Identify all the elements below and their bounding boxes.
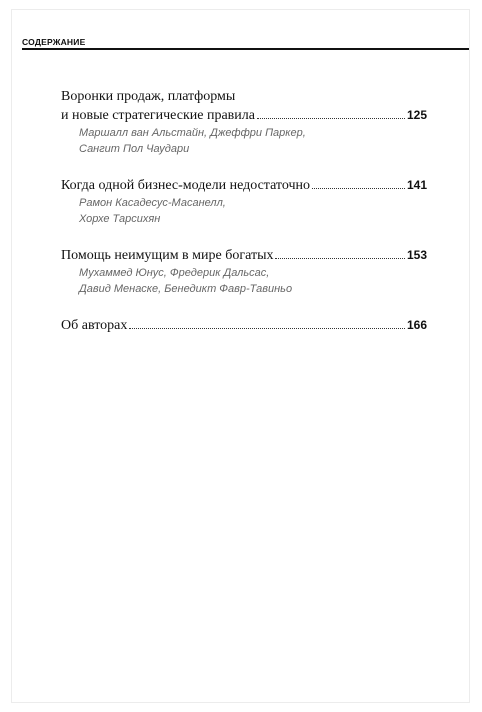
toc-page-number: 125: [406, 108, 427, 122]
header-rule: [22, 48, 469, 50]
dot-leader: [312, 188, 405, 189]
author-line: Рамон Касадесус-Масанелл,: [79, 197, 226, 209]
toc-page-number: 166: [406, 318, 427, 332]
toc-entry: [61, 316, 427, 335]
toc-entry-title: Когда одной бизнес-модели недостаточно: [61, 178, 311, 193]
toc-entry-title-line: [61, 176, 427, 195]
table-of-contents: [61, 88, 427, 354]
running-head: СОДЕРЖАНИЕ: [22, 37, 86, 47]
toc-entry-title: Об авторах: [61, 318, 128, 333]
dot-leader: [129, 328, 405, 329]
toc-entry-title-line: [61, 88, 427, 106]
toc-entry: [61, 246, 427, 297]
toc-page-number: 153: [406, 248, 427, 262]
author-line: Давид Менаске, Бенедикт Фавр-Тавиньо: [79, 283, 293, 295]
author-line: Мухаммед Юнус, Фредерик Дальсас,: [79, 267, 270, 279]
toc-page-number: 141: [406, 178, 427, 192]
toc-entry: [61, 176, 427, 227]
toc-entry-title-line: [61, 246, 427, 265]
dot-leader: [275, 258, 404, 259]
dot-leader: [257, 118, 405, 119]
toc-entry-title: Воронки продаж, платформы: [61, 89, 236, 104]
toc-entry: [61, 88, 427, 157]
toc-entry-authors: [61, 195, 427, 227]
toc-entry-title: Помощь неимущим в мире богатых: [61, 248, 274, 263]
author-line: Хорхе Тарсихян: [79, 213, 161, 225]
toc-entry-title-line: [61, 316, 427, 335]
toc-entry-authors: [61, 125, 427, 157]
toc-entry-title: и новые стратегические правила: [61, 108, 255, 123]
author-line: Сангит Пол Чаудари: [79, 143, 190, 155]
author-line: Маршалл ван Альстайн, Джеффри Паркер,: [79, 127, 306, 139]
toc-entry-authors: [61, 265, 427, 297]
toc-entry-title-line: [61, 106, 427, 125]
